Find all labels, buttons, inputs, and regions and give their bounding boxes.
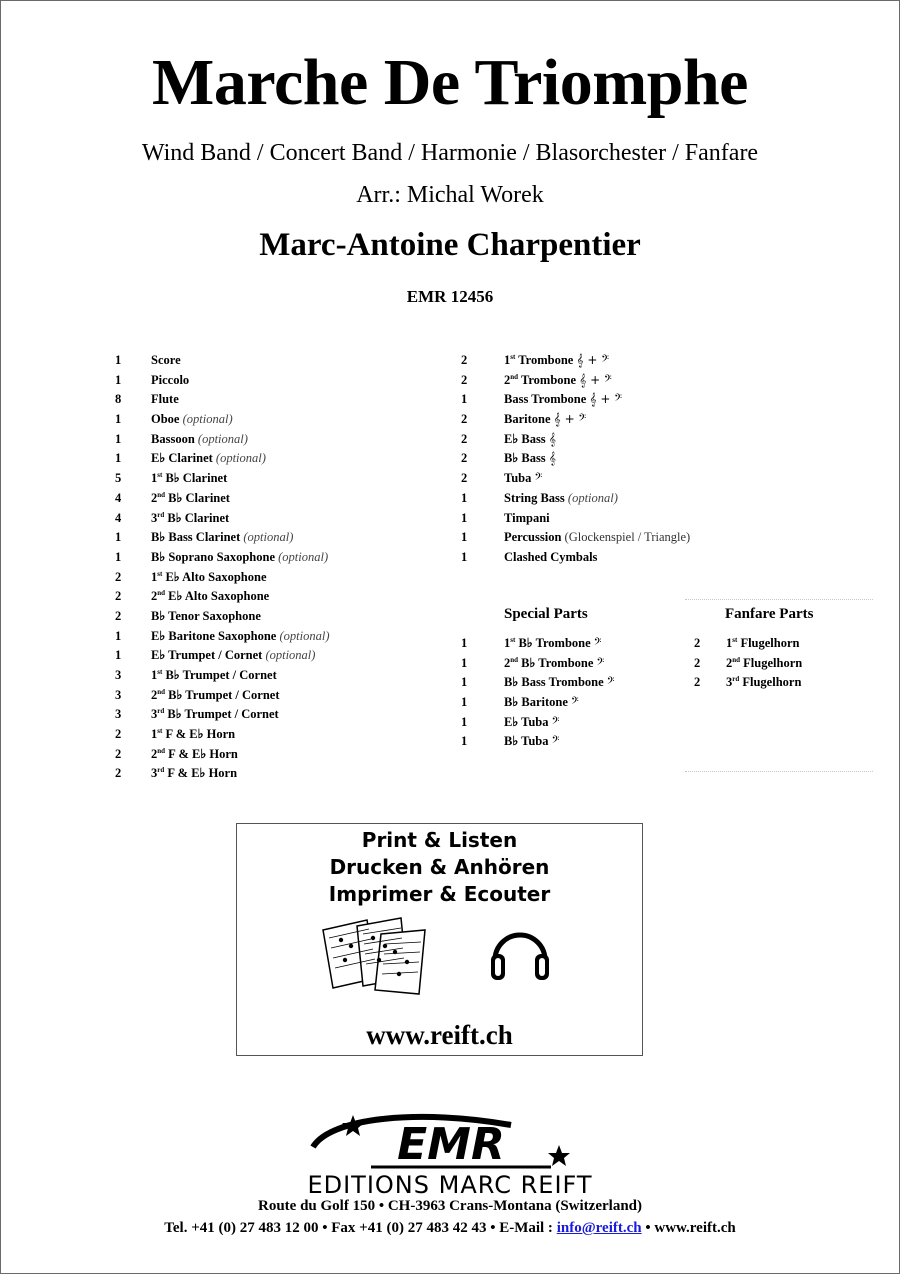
part-quantity: 3 <box>115 687 122 702</box>
part-ordinal: 3 <box>151 766 158 781</box>
part-name <box>151 351 181 371</box>
part-quantity: 1 <box>461 392 468 407</box>
clef-icon: 𝄢 <box>551 734 560 749</box>
part-row <box>461 410 761 430</box>
part-quantity: 1 <box>461 675 468 690</box>
part-instrument: B♭ Trumpet / Cornet <box>168 687 280 702</box>
part-quantity: 5 <box>115 471 122 486</box>
part-ordinal: 2 <box>151 687 158 702</box>
parts-list-left <box>115 351 435 784</box>
part-instrument: B♭ Baritone <box>504 695 568 710</box>
part-instrument: B♭ Trombone <box>518 636 591 650</box>
part-instrument: Flugelhorn <box>742 675 802 690</box>
part-row <box>461 390 761 410</box>
print-listen-box[interactable] <box>236 823 643 1056</box>
ordinal-suffix: nd <box>157 490 166 499</box>
part-instrument: E♭ Bass <box>504 431 546 446</box>
part-row <box>115 666 435 686</box>
part-name <box>504 654 604 674</box>
part-instrument: Timpani <box>504 510 550 525</box>
part-name <box>504 351 609 371</box>
optional-note: (optional) <box>243 530 294 545</box>
clef-icon: 𝄢 <box>551 714 560 729</box>
part-instrument: B♭ Trumpet / Cornet <box>165 668 277 682</box>
part-ordinal: 2 <box>151 589 158 604</box>
part-quantity: 1 <box>461 714 468 729</box>
part-quantity: 2 <box>461 431 468 446</box>
ordinal-suffix: nd <box>157 589 166 598</box>
part-quantity: 1 <box>115 530 122 545</box>
sheet-music-icon <box>321 916 431 998</box>
arranger-credit: Arr.: Michal Worek <box>356 182 544 208</box>
part-name <box>151 390 179 410</box>
part-name <box>151 764 237 784</box>
part-ordinal: 3 <box>151 510 158 525</box>
part-instrument: B♭ Tuba <box>504 734 549 749</box>
part-quantity: 2 <box>694 655 701 670</box>
part-name <box>151 509 229 529</box>
part-row <box>115 764 435 784</box>
part-quantity: 1 <box>115 412 122 427</box>
part-row <box>461 509 761 529</box>
part-instrument: B♭ Trumpet / Cornet <box>167 707 279 722</box>
part-row <box>115 509 435 529</box>
part-row <box>115 410 435 430</box>
part-row <box>115 548 435 568</box>
part-instrument: Score <box>151 353 181 367</box>
part-instrument: B♭ Bass Trombone <box>504 675 604 690</box>
part-name <box>504 528 690 548</box>
part-ordinal: 2 <box>504 372 511 387</box>
part-name <box>151 666 277 686</box>
logo-text: EMR <box>397 1119 505 1170</box>
part-row <box>461 489 761 509</box>
part-row <box>115 627 435 647</box>
part-quantity: 2 <box>694 675 701 690</box>
part-quantity: 1 <box>115 628 122 643</box>
part-row <box>461 634 681 654</box>
ordinal-suffix: nd <box>157 687 166 696</box>
part-instrument: Trombone <box>518 353 574 367</box>
part-row <box>461 654 681 674</box>
part-row <box>115 725 435 745</box>
fanfare-parts-heading: Fanfare Parts <box>725 606 814 622</box>
publisher-contact <box>1 1220 899 1237</box>
part-name <box>151 410 233 430</box>
part-instrument: Baritone <box>504 412 551 427</box>
clef-icon: 𝄢 <box>571 695 579 710</box>
ordinal-suffix: st <box>510 635 516 644</box>
part-quantity: 3 <box>115 668 122 682</box>
part-instrument: Flugelhorn <box>743 655 803 670</box>
part-instrument: B♭ Tenor Saxophone <box>151 608 261 623</box>
part-name <box>151 705 279 725</box>
fanfare-bottom-rule <box>685 771 873 772</box>
part-quantity: 2 <box>694 636 701 650</box>
part-ordinal: 2 <box>504 655 511 670</box>
clef-icon: 𝄢 <box>606 675 615 690</box>
part-name <box>151 686 280 706</box>
part-instrument: Oboe <box>151 412 180 427</box>
part-name <box>504 430 556 450</box>
part-ordinal: 2 <box>151 746 158 761</box>
part-row <box>115 646 435 666</box>
part-instrument: B♭ Bass Clarinet <box>151 530 241 545</box>
ordinal-suffix: nd <box>157 746 166 755</box>
part-row <box>461 528 761 548</box>
part-quantity: 1 <box>115 451 122 466</box>
part-quantity: 2 <box>461 412 468 427</box>
part-quantity: 2 <box>115 746 122 761</box>
part-quantity: 2 <box>115 608 122 623</box>
website-link[interactable]: www.reift.ch <box>366 1020 513 1050</box>
headphones-icon <box>487 920 553 986</box>
ordinal-suffix: st <box>510 352 516 361</box>
ensemble-subtitle: Wind Band / Concert Band / Harmonie / Blasorchester / Fanfare <box>141 140 759 166</box>
part-quantity: 2 <box>115 766 122 781</box>
part-row <box>461 430 761 450</box>
part-quantity: 1 <box>461 510 468 525</box>
publisher-address: Route du Golf 150 • CH-3963 Crans-Montana (Switzerland) <box>258 1198 642 1214</box>
part-name <box>151 528 293 548</box>
part-quantity: 4 <box>115 490 122 505</box>
clef-icon: 𝄞 + 𝄢 <box>579 372 612 387</box>
part-ordinal: 1 <box>151 569 158 584</box>
clef-icon: 𝄢 <box>596 655 605 670</box>
part-quantity: 1 <box>461 549 468 564</box>
part-instrument: B♭ Clarinet <box>167 510 230 525</box>
part-name <box>151 430 248 450</box>
promo-line-german: Drucken & Anhören <box>329 855 550 879</box>
part-row <box>115 568 435 588</box>
part-quantity: 1 <box>461 636 468 650</box>
part-quantity: 1 <box>461 490 468 505</box>
part-name <box>151 725 235 745</box>
part-row <box>461 449 761 469</box>
part-instrument: Flute <box>151 392 179 407</box>
part-quantity: 1 <box>461 734 468 749</box>
part-quantity: 1 <box>461 655 468 670</box>
ordinal-suffix: st <box>157 470 163 479</box>
ordinal-suffix: st <box>157 667 163 676</box>
part-name <box>151 646 315 666</box>
part-quantity: 1 <box>115 372 122 387</box>
part-quantity: 3 <box>115 707 122 722</box>
part-quantity: 1 <box>115 549 122 564</box>
part-instrument: String Bass <box>504 490 565 505</box>
part-name <box>504 713 559 733</box>
part-name <box>504 390 622 410</box>
piece-title: Marche De Triomphe <box>152 46 748 119</box>
part-row <box>461 469 761 489</box>
part-name <box>151 489 230 509</box>
part-row <box>115 430 435 450</box>
clef-icon: 𝄢 <box>593 636 602 650</box>
part-instrument: Flugelhorn <box>740 636 800 650</box>
part-instrument: B♭ Clarinet <box>168 490 230 505</box>
part-instrument: B♭ Clarinet <box>165 471 228 486</box>
part-instrument: Tuba <box>504 471 532 486</box>
part-quantity: 1 <box>115 353 122 367</box>
part-name <box>504 693 579 713</box>
part-quantity: 1 <box>115 431 122 446</box>
ordinal-suffix: nd <box>510 372 519 381</box>
part-instrument: Bassoon <box>151 431 195 446</box>
email-link[interactable]: info@reift.ch <box>556 1220 642 1236</box>
composer-name: Marc-Antoine Charpentier <box>259 227 641 263</box>
optional-note: (optional) <box>215 451 266 466</box>
part-instrument: Piccolo <box>151 372 190 387</box>
clef-icon: 𝄞 <box>548 431 556 446</box>
part-name <box>504 509 550 529</box>
part-name <box>151 371 189 391</box>
part-name <box>504 489 618 509</box>
part-ordinal: 2 <box>726 655 733 670</box>
part-instrument: B♭ Trombone <box>521 655 594 670</box>
part-ordinal: 3 <box>726 675 733 690</box>
part-quantity: 1 <box>461 530 468 545</box>
part-row <box>461 673 681 693</box>
part-row <box>694 654 854 674</box>
optional-note: (optional) <box>265 648 316 663</box>
promo-line-english: Print & Listen <box>361 828 518 852</box>
promo-line-french: Imprimer & Ecouter <box>328 882 551 906</box>
part-quantity: 2 <box>115 569 122 584</box>
part-instrument: Bass Trombone <box>504 392 587 407</box>
part-name <box>504 732 559 752</box>
special-parts-heading: Special Parts <box>504 606 588 622</box>
part-name <box>151 548 328 568</box>
part-quantity: 2 <box>461 353 468 367</box>
contact-phone-fax: Tel. +41 (0) 27 483 12 00 • Fax +41 (0) 27 483 42 43 • E-Mail : <box>164 1220 557 1236</box>
part-name <box>151 587 269 607</box>
part-row <box>115 449 435 469</box>
part-ordinal: 1 <box>504 636 511 650</box>
part-name <box>151 469 227 489</box>
part-row <box>115 686 435 706</box>
ordinal-suffix: st <box>732 635 738 644</box>
part-quantity: 1 <box>461 695 468 710</box>
part-row <box>461 548 761 568</box>
part-ordinal: 2 <box>151 490 158 505</box>
part-name <box>151 607 261 627</box>
catalog-number: EMR 12456 <box>406 287 494 306</box>
part-instrument: E♭ Alto Saxophone <box>168 589 270 604</box>
ordinal-suffix: nd <box>510 655 519 664</box>
part-name <box>504 410 586 430</box>
part-row <box>115 390 435 410</box>
part-row <box>461 351 761 371</box>
optional-note: (optional) <box>279 628 330 643</box>
parts-list-middle <box>461 351 761 568</box>
part-ordinal: 1 <box>726 636 733 650</box>
part-row <box>461 713 681 733</box>
ordinal-suffix: nd <box>732 655 741 664</box>
part-quantity: 2 <box>115 727 122 742</box>
ordinal-suffix: st <box>157 569 163 578</box>
part-quantity: 2 <box>461 372 468 387</box>
part-name <box>726 673 801 693</box>
part-instrument: E♭ Alto Saxophone <box>165 569 267 584</box>
optional-note: (optional) <box>567 490 618 505</box>
part-instrument: F & E♭ Horn <box>165 727 236 742</box>
part-row <box>694 673 854 693</box>
part-instrument: B♭ Bass <box>504 451 546 466</box>
part-row <box>461 371 761 391</box>
part-instrument: E♭ Clarinet <box>151 451 213 466</box>
part-row <box>115 469 435 489</box>
clef-icon: 𝄢 <box>534 471 543 486</box>
part-name <box>504 371 612 391</box>
special-parts-list <box>461 634 681 752</box>
ordinal-suffix: rd <box>157 707 165 716</box>
part-name <box>504 548 597 568</box>
publisher-brand: EDITIONS MARC REIFT <box>307 1171 593 1199</box>
part-quantity: 2 <box>115 589 122 604</box>
part-row <box>115 745 435 765</box>
ordinal-suffix: rd <box>157 510 165 519</box>
part-note: (Glockenspiel / Triangle) <box>564 530 691 545</box>
part-name <box>504 634 602 654</box>
optional-note: (optional) <box>182 412 233 427</box>
fanfare-top-rule <box>685 599 873 600</box>
ordinal-suffix: rd <box>732 675 740 684</box>
part-instrument: F & E♭ Horn <box>168 746 238 761</box>
part-name <box>151 745 238 765</box>
part-name <box>504 449 556 469</box>
part-row <box>115 528 435 548</box>
part-quantity: 8 <box>115 392 122 407</box>
part-row <box>115 587 435 607</box>
fanfare-parts-list <box>694 634 854 693</box>
part-ordinal: 1 <box>151 668 158 682</box>
optional-note: (optional) <box>278 549 329 564</box>
part-instrument: E♭ Baritone Saxophone <box>151 628 277 643</box>
part-instrument: E♭ Trumpet / Cornet <box>151 648 263 663</box>
ordinal-suffix: st <box>157 726 163 735</box>
part-row <box>115 705 435 725</box>
optional-note: (optional) <box>197 431 248 446</box>
part-row <box>115 489 435 509</box>
clef-icon: 𝄞 <box>548 451 556 466</box>
part-name <box>726 654 802 674</box>
part-quantity: 2 <box>461 471 468 486</box>
part-row <box>115 351 435 371</box>
clef-icon: 𝄞 + 𝄢 <box>553 412 587 427</box>
clef-icon: 𝄞 + 𝄢 <box>576 353 609 367</box>
emr-logo <box>301 1111 601 1173</box>
part-row <box>461 732 681 752</box>
part-name <box>504 469 542 489</box>
part-quantity: 1 <box>115 648 122 663</box>
part-instrument: Trombone <box>520 372 577 387</box>
part-ordinal: 1 <box>504 353 511 367</box>
ordinal-suffix: rd <box>157 766 165 775</box>
part-ordinal: 3 <box>151 707 158 722</box>
part-quantity: 2 <box>461 451 468 466</box>
part-name <box>151 449 266 469</box>
part-name <box>151 568 267 588</box>
part-instrument: B♭ Soprano Saxophone <box>151 549 275 564</box>
contact-web: • www.reift.ch <box>641 1220 736 1236</box>
part-name <box>151 627 330 647</box>
part-ordinal: 1 <box>151 727 158 742</box>
part-row <box>461 693 681 713</box>
clef-icon: 𝄞 + 𝄢 <box>589 392 622 407</box>
part-row <box>115 607 435 627</box>
part-name <box>726 634 799 654</box>
part-instrument: E♭ Tuba <box>504 714 549 729</box>
part-ordinal: 1 <box>151 471 158 486</box>
part-row <box>694 634 854 654</box>
part-instrument: Percussion <box>504 530 562 545</box>
part-quantity: 4 <box>115 510 122 525</box>
part-instrument: F & E♭ Horn <box>167 766 238 781</box>
part-name <box>504 673 615 693</box>
part-instrument: Clashed Cymbals <box>504 549 598 564</box>
part-row <box>115 371 435 391</box>
